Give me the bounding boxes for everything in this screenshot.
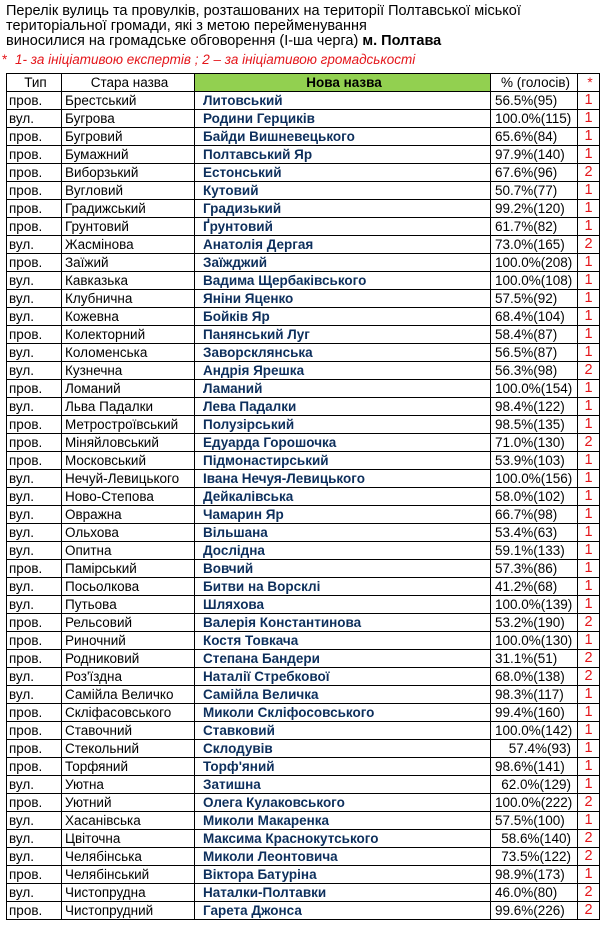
cell-type: вул.: [7, 668, 62, 686]
table-row: [7, 848, 600, 866]
cell-type: пров.: [7, 704, 62, 722]
cell-old-name: Роз'їздна: [62, 668, 195, 686]
cell-new-name: Кутовий: [195, 182, 491, 200]
cell-initiative: 1: [578, 596, 600, 614]
cell-new-name: Градизький: [195, 200, 491, 218]
cell-type: вул.: [7, 524, 62, 542]
cell-old-name: Бугровий: [62, 128, 195, 146]
column-header-initiative: *: [578, 74, 600, 92]
cell-old-name: Кавказька: [62, 272, 195, 290]
cell-initiative: 2: [578, 164, 600, 182]
cell-old-name: Виборзький: [62, 164, 195, 182]
cell-initiative: 2: [578, 434, 600, 452]
cell-new-name: Торф'яний: [195, 758, 491, 776]
table-row: [7, 506, 600, 524]
cell-percent: 98.6%(141): [491, 758, 578, 776]
cell-new-name: Миколи Леонтовича: [195, 848, 491, 866]
cell-old-name: Бугрова: [62, 110, 195, 128]
cell-type: пров.: [7, 794, 62, 812]
cell-percent: 97.9%(140): [491, 146, 578, 164]
table-row: [7, 542, 600, 560]
cell-new-name: Ґрунтовий: [195, 218, 491, 236]
table-row: [7, 164, 600, 182]
cell-type: пров.: [7, 650, 62, 668]
cell-initiative: 2: [578, 668, 600, 686]
cell-type: пров.: [7, 434, 62, 452]
cell-initiative: 1: [578, 272, 600, 290]
cell-type: вул.: [7, 776, 62, 794]
table-row: [7, 470, 600, 488]
table-row: [7, 272, 600, 290]
cell-old-name: Ново-Степова: [62, 488, 195, 506]
cell-new-name: Дейкалівська: [195, 488, 491, 506]
table-row: [7, 830, 600, 848]
cell-initiative: 1: [578, 488, 600, 506]
cell-old-name: Риночний: [62, 632, 195, 650]
header-line-3-text: виносилися на громадське обговорення (І-ша черга): [6, 33, 363, 49]
table-row: [7, 200, 600, 218]
cell-percent: 68.0%(138): [491, 668, 578, 686]
cell-initiative: 2: [578, 362, 600, 380]
cell-initiative: 1: [578, 470, 600, 488]
cell-new-name: Наталії Стребкової: [195, 668, 491, 686]
cell-initiative: 1: [578, 866, 600, 884]
cell-old-name: Хасанівська: [62, 812, 195, 830]
table-row: [7, 776, 600, 794]
cell-new-name: Івана Нечуя-Левицького: [195, 470, 491, 488]
cell-type: пров.: [7, 758, 62, 776]
note-asterisk: *: [2, 52, 8, 67]
cell-old-name: Торфяний: [62, 758, 195, 776]
cell-initiative: 2: [578, 614, 600, 632]
table-row: [7, 452, 600, 470]
cell-percent: 53.2%(190): [491, 614, 578, 632]
cell-new-name: Гарета Джонса: [195, 902, 491, 920]
cell-old-name: Рельсовий: [62, 614, 195, 632]
cell-type: пров.: [7, 200, 62, 218]
cell-initiative: 1: [578, 110, 600, 128]
cell-new-name: Полтавський Яр: [195, 146, 491, 164]
cell-type: пров.: [7, 128, 62, 146]
cell-percent: 98.9%(173): [491, 866, 578, 884]
cell-new-name: Едуарда Горошочка: [195, 434, 491, 452]
cell-new-name: Ставковий: [195, 722, 491, 740]
cell-new-name: Валерія Константинова: [195, 614, 491, 632]
cell-type: пров.: [7, 92, 62, 110]
table-row: [7, 326, 600, 344]
cell-percent: 68.4%(104): [491, 308, 578, 326]
cell-type: вул.: [7, 848, 62, 866]
cell-new-name: Лева Падалки: [195, 398, 491, 416]
cell-type: вул.: [7, 812, 62, 830]
cell-initiative: 1: [578, 776, 600, 794]
column-header-new-name: Нова назва: [195, 74, 491, 92]
header-line-3: [6, 34, 602, 49]
cell-new-name: Вовчий: [195, 560, 491, 578]
cell-percent: 100.0%(222): [491, 794, 578, 812]
document-header: [6, 4, 602, 49]
cell-initiative: 1: [578, 182, 600, 200]
cell-type: вул.: [7, 236, 62, 254]
cell-percent: 58.0%(102): [491, 488, 578, 506]
cell-percent: 50.7%(77): [491, 182, 578, 200]
cell-percent: 56.3%(98): [491, 362, 578, 380]
cell-initiative: 1: [578, 146, 600, 164]
cell-percent: 98.4%(122): [491, 398, 578, 416]
header-line-2: територіальної громади, які з метою перейменування: [6, 18, 367, 34]
cell-type: пров.: [7, 218, 62, 236]
cell-initiative: 1: [578, 254, 600, 272]
cell-percent: 99.2%(120): [491, 200, 578, 218]
cell-percent: 31.1%(51): [491, 650, 578, 668]
cell-old-name: Метростроївський: [62, 416, 195, 434]
table-row: [7, 578, 600, 596]
column-header-percent: % (голосів): [491, 74, 578, 92]
cell-percent: 98.3%(117): [491, 686, 578, 704]
cell-initiative: 2: [578, 236, 600, 254]
cell-type: вул.: [7, 470, 62, 488]
cell-type: вул.: [7, 110, 62, 128]
cell-old-name: Уютна: [62, 776, 195, 794]
cell-initiative: 1: [578, 290, 600, 308]
cell-type: пров.: [7, 164, 62, 182]
cell-type: пров.: [7, 326, 62, 344]
cell-type: пров.: [7, 416, 62, 434]
cell-old-name: Градижський: [62, 200, 195, 218]
cell-new-name: Родини Герциків: [195, 110, 491, 128]
cell-type: вул.: [7, 884, 62, 902]
table-row: [7, 254, 600, 272]
table-row: [7, 902, 600, 920]
cell-percent: 57.4%(93): [491, 740, 578, 758]
cell-old-name: Міняйловський: [62, 434, 195, 452]
cell-new-name: Естонський: [195, 164, 491, 182]
cell-type: вул.: [7, 686, 62, 704]
table-row: [7, 524, 600, 542]
cell-percent: 98.5%(135): [491, 416, 578, 434]
cell-type: вул.: [7, 398, 62, 416]
cell-initiative: 1: [578, 326, 600, 344]
cell-new-name: Костя Товкача: [195, 632, 491, 650]
table-row: [7, 668, 600, 686]
table-row: [7, 146, 600, 164]
cell-percent: 100.0%(115): [491, 110, 578, 128]
cell-old-name: Самійла Величко: [62, 686, 195, 704]
table-row: [7, 344, 600, 362]
table-row: [7, 614, 600, 632]
cell-initiative: 1: [578, 686, 600, 704]
table-row: [7, 380, 600, 398]
cell-initiative: 2: [578, 650, 600, 668]
table-row: [7, 398, 600, 416]
cell-new-name: Чамарин Яр: [195, 506, 491, 524]
cell-percent: 58.4%(87): [491, 326, 578, 344]
cell-new-name: Самійла Величка: [195, 686, 491, 704]
cell-percent: 61.7%(82): [491, 218, 578, 236]
cell-initiative: 1: [578, 128, 600, 146]
table-row: [7, 416, 600, 434]
cell-percent: 56.5%(95): [491, 92, 578, 110]
cell-percent: 100.0%(108): [491, 272, 578, 290]
cell-type: пров.: [7, 452, 62, 470]
cell-percent: 67.6%(96): [491, 164, 578, 182]
cell-old-name: Нечуй-Левицького: [62, 470, 195, 488]
cell-initiative: 1: [578, 812, 600, 830]
table-row: [7, 632, 600, 650]
cell-type: вул.: [7, 344, 62, 362]
cell-old-name: Челябінський: [62, 866, 195, 884]
cell-old-name: Кожевна: [62, 308, 195, 326]
cell-initiative: 1: [578, 398, 600, 416]
cell-type: пров.: [7, 380, 62, 398]
cell-old-name: Вугловий: [62, 182, 195, 200]
cell-type: пров.: [7, 866, 62, 884]
cell-new-name: Шляхова: [195, 596, 491, 614]
note-text: 1- за ініціативою експертів ; 2 – за ініціативою громадськості: [11, 52, 416, 67]
cell-old-name: Клубнична: [62, 290, 195, 308]
table-row: [7, 884, 600, 902]
cell-old-name: Колекторний: [62, 326, 195, 344]
cell-percent: 73.0%(165): [491, 236, 578, 254]
table-row: [7, 128, 600, 146]
cell-initiative: 1: [578, 308, 600, 326]
table-row: [7, 560, 600, 578]
cell-new-name: Битви на Ворсклі: [195, 578, 491, 596]
table-row: [7, 704, 600, 722]
cell-type: пров.: [7, 632, 62, 650]
cell-initiative: 1: [578, 542, 600, 560]
cell-percent: 53.4%(63): [491, 524, 578, 542]
header-line-1: Перелік вулиць та провулків, розташованих на території Полтавської міської: [6, 3, 521, 19]
cell-type: пров.: [7, 722, 62, 740]
table-row: [7, 236, 600, 254]
cell-percent: 62.0%(129): [491, 776, 578, 794]
cell-type: вул.: [7, 578, 62, 596]
cell-old-name: Чистопрудна: [62, 884, 195, 902]
cell-type: пров.: [7, 614, 62, 632]
cell-old-name: Цвіточна: [62, 830, 195, 848]
table-row: [7, 434, 600, 452]
cell-new-name: Байди Вишневецького: [195, 128, 491, 146]
cell-new-name: Степана Бандери: [195, 650, 491, 668]
cell-new-name: Ламаний: [195, 380, 491, 398]
cell-old-name: Заїжий: [62, 254, 195, 272]
table-row: [7, 182, 600, 200]
cell-old-name: Памірський: [62, 560, 195, 578]
table-row: [7, 308, 600, 326]
cell-new-name: Склодувів: [195, 740, 491, 758]
table-row: [7, 290, 600, 308]
cell-type: пров.: [7, 902, 62, 920]
cell-new-name: Миколи Скліфосовського: [195, 704, 491, 722]
table-row: [7, 110, 600, 128]
cell-new-name: Вадима Щербаківського: [195, 272, 491, 290]
cell-old-name: Путьова: [62, 596, 195, 614]
cell-old-name: Овражна: [62, 506, 195, 524]
streets-table: [6, 73, 600, 920]
cell-initiative: 2: [578, 902, 600, 920]
cell-percent: 100.0%(139): [491, 596, 578, 614]
cell-initiative: 1: [578, 452, 600, 470]
cell-old-name: Уютний: [62, 794, 195, 812]
cell-type: вул.: [7, 506, 62, 524]
table-row: [7, 794, 600, 812]
cell-percent: 46.0%(80): [491, 884, 578, 902]
cell-old-name: Скліфасовського: [62, 704, 195, 722]
table-row: [7, 740, 600, 758]
cell-initiative: 2: [578, 830, 600, 848]
cell-initiative: 1: [578, 218, 600, 236]
cell-new-name: Олега Кулаковського: [195, 794, 491, 812]
column-header-type: Тип: [7, 74, 62, 92]
cell-initiative: 1: [578, 560, 600, 578]
cell-old-name: Ольхова: [62, 524, 195, 542]
cell-old-name: Посьолкова: [62, 578, 195, 596]
cell-percent: 71.0%(130): [491, 434, 578, 452]
cell-type: пров.: [7, 182, 62, 200]
cell-initiative: 1: [578, 200, 600, 218]
cell-old-name: Кузнечна: [62, 362, 195, 380]
table-row: [7, 488, 600, 506]
table-row: [7, 722, 600, 740]
cell-new-name: Вільшана: [195, 524, 491, 542]
table-header-row: [7, 74, 600, 92]
table-row: [7, 218, 600, 236]
cell-percent: 59.1%(133): [491, 542, 578, 560]
cell-old-name: Жасмінова: [62, 236, 195, 254]
cell-old-name: Льва Падалки: [62, 398, 195, 416]
cell-new-name: Наталки-Полтавки: [195, 884, 491, 902]
cell-type: вул.: [7, 290, 62, 308]
cell-old-name: Ставочний: [62, 722, 195, 740]
cell-old-name: Бумажний: [62, 146, 195, 164]
table-row: [7, 758, 600, 776]
cell-type: вул.: [7, 362, 62, 380]
cell-new-name: Віктора Батуріна: [195, 866, 491, 884]
cell-initiative: 1: [578, 92, 600, 110]
cell-percent: 99.6%(226): [491, 902, 578, 920]
cell-old-name: Стекольний: [62, 740, 195, 758]
cell-initiative: 1: [578, 416, 600, 434]
cell-percent: 66.7%(98): [491, 506, 578, 524]
cell-percent: 73.5%(122): [491, 848, 578, 866]
table-row: [7, 92, 600, 110]
cell-type: пров.: [7, 740, 62, 758]
cell-percent: 57.5%(100): [491, 812, 578, 830]
table-row: [7, 596, 600, 614]
cell-type: пров.: [7, 254, 62, 272]
cell-new-name: Андрія Ярешка: [195, 362, 491, 380]
cell-new-name: Литовський: [195, 92, 491, 110]
cell-type: вул.: [7, 830, 62, 848]
cell-percent: 41.2%(68): [491, 578, 578, 596]
cell-initiative: 2: [578, 884, 600, 902]
cell-new-name: Яніни Яценко: [195, 290, 491, 308]
cell-old-name: Родниковий: [62, 650, 195, 668]
header-city: м. Полтава: [362, 33, 442, 49]
cell-percent: 100.0%(154): [491, 380, 578, 398]
cell-new-name: Максима Краснокутського: [195, 830, 491, 848]
table-row: [7, 812, 600, 830]
cell-percent: 57.3%(86): [491, 560, 578, 578]
cell-type: вул.: [7, 488, 62, 506]
cell-old-name: Брестський: [62, 92, 195, 110]
cell-new-name: Полузірський: [195, 416, 491, 434]
cell-new-name: Затишна: [195, 776, 491, 794]
cell-old-name: Челябінська: [62, 848, 195, 866]
cell-old-name: Московський: [62, 452, 195, 470]
cell-percent: 53.9%(103): [491, 452, 578, 470]
cell-percent: 100.0%(156): [491, 470, 578, 488]
cell-initiative: 1: [578, 344, 600, 362]
cell-type: пров.: [7, 560, 62, 578]
cell-percent: 99.4%(160): [491, 704, 578, 722]
cell-type: пров.: [7, 146, 62, 164]
table-body: [7, 92, 600, 920]
cell-percent: 57.5%(92): [491, 290, 578, 308]
cell-old-name: Коломенська: [62, 344, 195, 362]
cell-type: вул.: [7, 542, 62, 560]
column-header-old-name: Стара назва: [62, 74, 195, 92]
table-row: [7, 650, 600, 668]
cell-percent: 100.0%(142): [491, 722, 578, 740]
cell-percent: 100.0%(208): [491, 254, 578, 272]
cell-new-name: Дослідна: [195, 542, 491, 560]
cell-initiative: 1: [578, 380, 600, 398]
cell-initiative: 1: [578, 506, 600, 524]
cell-percent: 65.6%(84): [491, 128, 578, 146]
cell-old-name: Опитна: [62, 542, 195, 560]
cell-old-name: Ломаний: [62, 380, 195, 398]
cell-type: вул.: [7, 272, 62, 290]
cell-new-name: Бойків Яр: [195, 308, 491, 326]
cell-new-name: Заворсклянська: [195, 344, 491, 362]
cell-percent: 58.6%(140): [491, 830, 578, 848]
cell-new-name: Панянський Луг: [195, 326, 491, 344]
legend-note: [2, 52, 415, 68]
cell-initiative: 1: [578, 758, 600, 776]
cell-initiative: 1: [578, 578, 600, 596]
cell-type: вул.: [7, 596, 62, 614]
cell-initiative: 2: [578, 848, 600, 866]
cell-new-name: Миколи Макаренка: [195, 812, 491, 830]
cell-new-name: Підмонастирський: [195, 452, 491, 470]
cell-new-name: Заїжджий: [195, 254, 491, 272]
cell-percent: 100.0%(130): [491, 632, 578, 650]
cell-initiative: 2: [578, 794, 600, 812]
table-row: [7, 866, 600, 884]
cell-initiative: 1: [578, 524, 600, 542]
table-row: [7, 362, 600, 380]
table-row: [7, 686, 600, 704]
cell-percent: 56.5%(87): [491, 344, 578, 362]
cell-initiative: 1: [578, 740, 600, 758]
cell-old-name: Грунтовий: [62, 218, 195, 236]
cell-old-name: Чистопрудний: [62, 902, 195, 920]
cell-type: вул.: [7, 308, 62, 326]
cell-initiative: 1: [578, 722, 600, 740]
cell-initiative: 1: [578, 632, 600, 650]
cell-new-name: Анатолія Дергая: [195, 236, 491, 254]
cell-initiative: 1: [578, 704, 600, 722]
